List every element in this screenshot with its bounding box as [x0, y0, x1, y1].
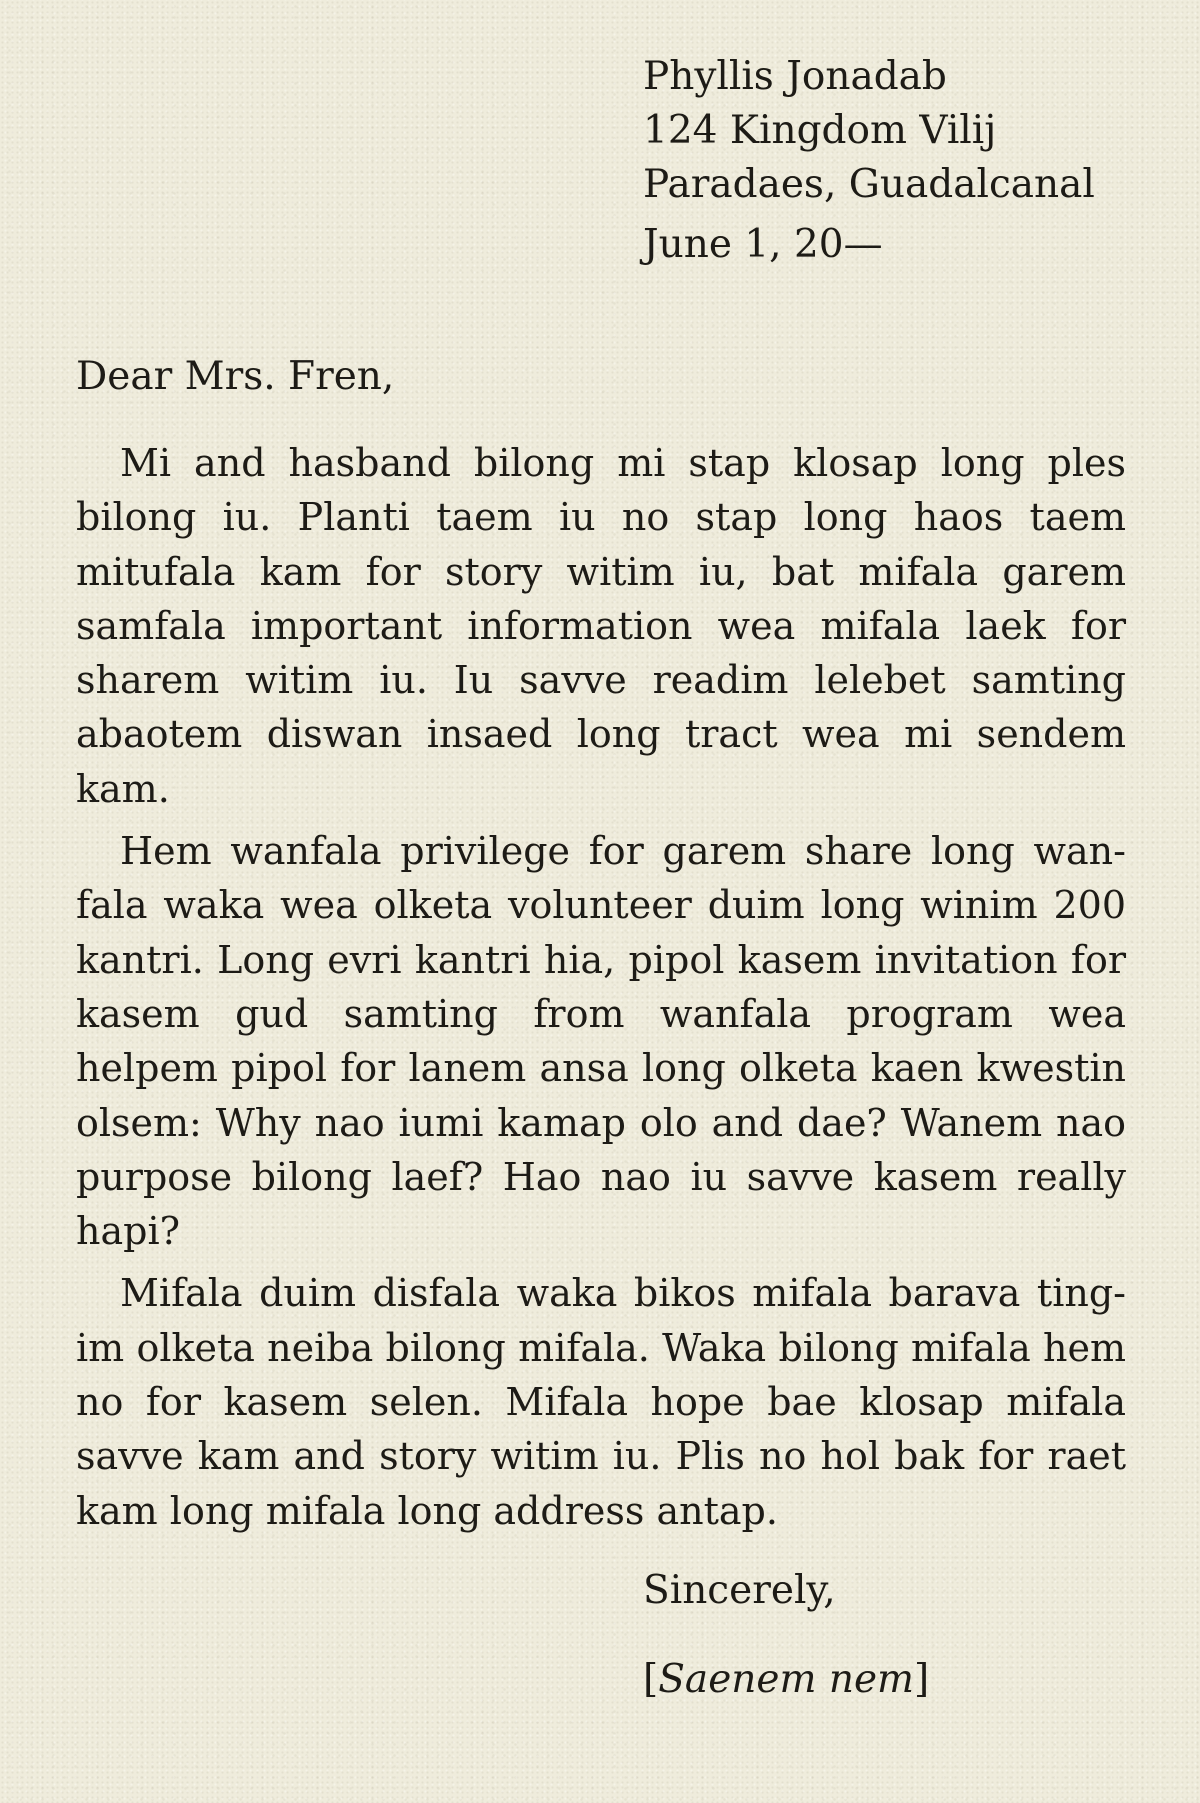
- return-address: [643, 50, 1095, 272]
- salutation: Dear Mrs. Fren,: [76, 354, 395, 399]
- signature-text: Saenem nem: [658, 1657, 915, 1702]
- sender-city: Paradaes, Guadalcanal: [643, 162, 1095, 207]
- body-paragraph-3: Mifala duim disfala waka bikos mifala barava tingim olketa neiba bilong mifala. Waka bilong mifala hem no for kasem selen. Mifala hope bae klosap mifala savve kam and story witim iu. Plis no hol bak for raet kam long mifala long address antap.: [76, 1271, 1126, 1533]
- body-paragraph-2: Hem wanfala privilege for garem share long wanfala waka wea olketa volunteer duim long winim 200 kantri. Long evri kantri hia, pipol kasem invitation for kasem gud samting from wanfala program wea helpem pipol for lanem ansa long olketa kaen kwestin olsem: Why nao iumi kamap olo and dae? Wanem nao purpose bilong laef? Hao nao iu savve kasem really hapi?: [76, 829, 1126, 1254]
- letter-date: June 1, 20—: [643, 222, 883, 267]
- signature-close-bracket: ]: [914, 1657, 930, 1702]
- letter-body: [76, 436, 1126, 1546]
- closing: Sincerely,: [643, 1568, 836, 1613]
- sender-street: 124 Kingdom Vilij: [643, 108, 997, 153]
- signature-placeholder: [643, 1653, 929, 1707]
- body-paragraph-1: Mi and hasband bilong mi stap klosap long ples bilong iu. Planti taem iu no stap long haos taem mitufala kam for story witim iu, bat mifala garem samfala important information wea mifala laek for sharem witim iu. Iu savve readim lelebet samting abaotem diswan insaed long tract wea mi sendem kam.: [76, 441, 1126, 811]
- signature-open-bracket: [: [643, 1657, 659, 1702]
- sender-name: Phyllis Jonadab: [643, 54, 947, 99]
